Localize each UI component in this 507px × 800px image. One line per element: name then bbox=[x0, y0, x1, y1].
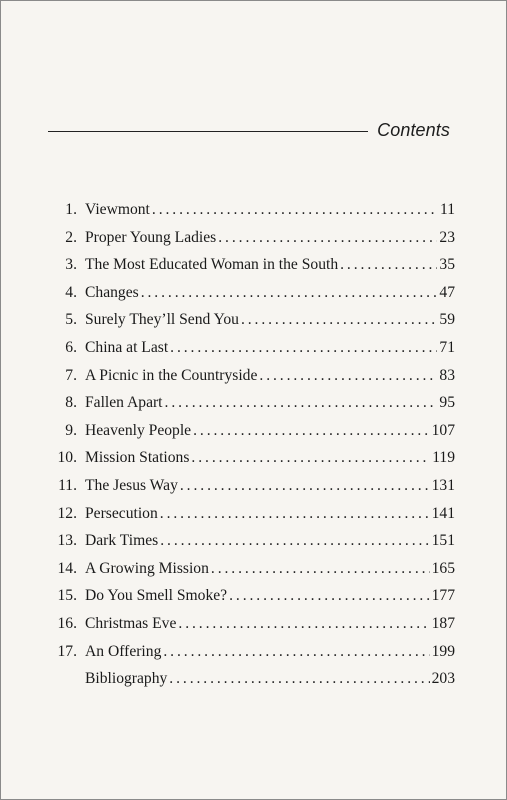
toc-entry-number: 17. bbox=[57, 642, 77, 660]
dot-leader bbox=[169, 670, 429, 688]
toc-entry-page: 95 bbox=[439, 394, 455, 412]
dot-leader bbox=[211, 560, 430, 578]
toc-entry bbox=[43, 339, 455, 367]
toc-entry-page: 177 bbox=[431, 587, 455, 605]
toc-entry-page: 165 bbox=[431, 559, 455, 577]
toc-entry-number: 7. bbox=[65, 366, 77, 384]
toc-entry-page: 187 bbox=[431, 614, 455, 632]
dot-leader bbox=[241, 311, 437, 329]
toc-entry-page: 119 bbox=[432, 449, 455, 467]
toc-entry-title: Dark Times bbox=[85, 532, 159, 550]
toc-entry bbox=[43, 587, 455, 615]
toc-entry bbox=[43, 643, 455, 671]
toc-entry bbox=[43, 256, 455, 284]
toc-entry-number: 2. bbox=[65, 228, 77, 246]
toc-entry-title: Mission Stations bbox=[85, 449, 190, 467]
toc-entry-page: 203 bbox=[431, 670, 455, 688]
toc-entry-title: Bibliography bbox=[85, 670, 168, 688]
toc-entry-number: 9. bbox=[65, 421, 77, 439]
toc-entry-number: 10. bbox=[57, 449, 77, 467]
heading-rule bbox=[48, 131, 368, 132]
toc-entry bbox=[43, 284, 455, 312]
dot-leader bbox=[229, 587, 430, 605]
toc-entry-title: The Jesus Way bbox=[85, 476, 178, 494]
toc-entry bbox=[43, 449, 455, 477]
toc-entry-number: 1. bbox=[65, 201, 77, 218]
dot-leader bbox=[191, 449, 430, 467]
toc-entry-number: 16. bbox=[57, 614, 77, 632]
toc-entry-page: 131 bbox=[431, 476, 455, 494]
toc-entry bbox=[43, 229, 455, 257]
toc-entry-title: A Picnic in the Countryside bbox=[85, 366, 258, 384]
dot-leader bbox=[170, 339, 437, 357]
toc-entry-number: 5. bbox=[65, 311, 77, 329]
toc-entry-title: Christmas Eve bbox=[85, 614, 177, 632]
toc-entry-page: 47 bbox=[439, 283, 455, 301]
dot-leader bbox=[165, 394, 438, 412]
toc-entry-number: 3. bbox=[65, 256, 77, 274]
toc-entry-page: 35 bbox=[439, 256, 455, 274]
toc-entry bbox=[43, 670, 455, 698]
dot-leader bbox=[152, 201, 438, 219]
toc-entry-number: 12. bbox=[57, 504, 77, 522]
toc-entry-title: Viewmont bbox=[85, 201, 150, 218]
toc-entry-title: The Most Educated Woman in the South bbox=[85, 256, 339, 274]
toc-entry-number: 6. bbox=[65, 338, 77, 356]
toc-entry bbox=[43, 477, 455, 505]
toc-entry-page: 71 bbox=[439, 338, 455, 356]
toc-entry-number: 14. bbox=[57, 559, 77, 577]
toc-entry-page: 151 bbox=[431, 532, 455, 550]
toc-entry-page: 23 bbox=[439, 228, 455, 246]
toc-entry-title: An Offering bbox=[85, 642, 162, 660]
dot-leader bbox=[180, 477, 430, 495]
toc-entry-number: 13. bbox=[57, 532, 77, 550]
toc-entry-number: 11. bbox=[58, 476, 77, 494]
toc-entry-title: Fallen Apart bbox=[85, 394, 163, 412]
dot-leader bbox=[218, 229, 437, 247]
toc-entry-title: Do You Smell Smoke? bbox=[85, 587, 228, 605]
toc-entry-title: Persecution bbox=[85, 504, 158, 522]
toc-entry bbox=[43, 201, 455, 229]
toc-entry bbox=[43, 367, 455, 395]
dot-leader bbox=[163, 643, 429, 661]
toc-entry bbox=[43, 505, 455, 533]
contents-heading bbox=[48, 118, 450, 142]
toc-entry-page: 141 bbox=[431, 504, 455, 522]
toc-entry bbox=[43, 422, 455, 450]
toc-entry bbox=[43, 615, 455, 643]
dot-leader bbox=[160, 532, 429, 550]
toc-entry-page: 59 bbox=[439, 311, 455, 329]
dot-leader bbox=[141, 284, 438, 302]
toc-entry bbox=[43, 394, 455, 422]
dot-leader bbox=[178, 615, 429, 633]
toc-entry-title: Surely They’ll Send You bbox=[85, 311, 239, 329]
toc-entry-number: 15. bbox=[57, 587, 77, 605]
toc-entry-page: 83 bbox=[439, 366, 455, 384]
dot-leader bbox=[340, 256, 437, 274]
toc-entry-page: 107 bbox=[431, 421, 455, 439]
toc-entry-title: China at Last bbox=[85, 338, 169, 356]
page-title: Contents bbox=[377, 119, 450, 140]
dot-leader bbox=[193, 422, 430, 440]
table-of-contents bbox=[43, 201, 455, 698]
toc-entry-title: Changes bbox=[85, 283, 139, 301]
toc-entry bbox=[43, 560, 455, 588]
toc-entry-number: 4. bbox=[65, 283, 77, 301]
toc-entry bbox=[43, 311, 455, 339]
toc-entry-title: A Growing Mission bbox=[85, 559, 209, 577]
toc-entry-number: 8. bbox=[65, 394, 77, 412]
dot-leader bbox=[160, 505, 430, 523]
toc-entry-page: 11 bbox=[439, 201, 455, 218]
toc-entry-title: Heavenly People bbox=[85, 421, 192, 439]
dot-leader bbox=[259, 367, 437, 385]
toc-entry-page: 199 bbox=[431, 642, 455, 660]
toc-entry-title: Proper Young Ladies bbox=[85, 228, 217, 246]
toc-entry bbox=[43, 532, 455, 560]
